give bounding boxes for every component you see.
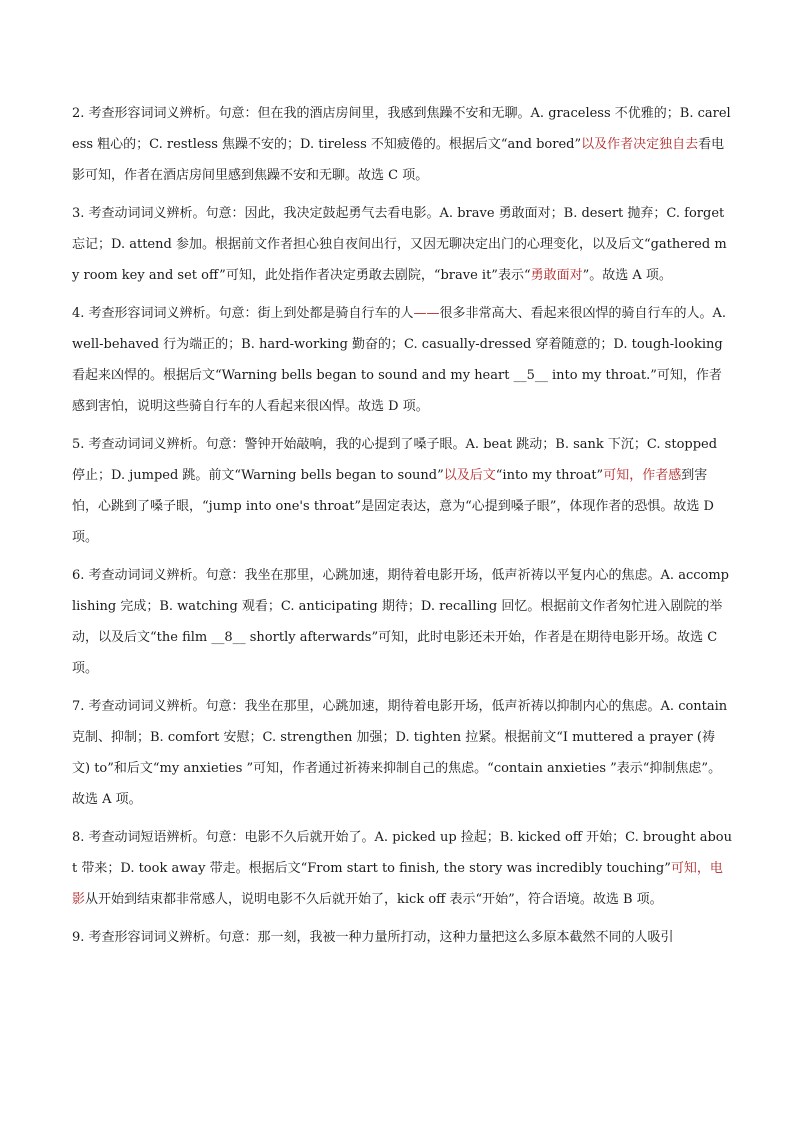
text-segment: 7. 考查动词词义辨析。句意：我坐在那里，心跳加速，期待着电影开场，低声祈祷以抑制内心的焦虑。A. contain 克制、抑制；B. comfort 安慰；C. strengthen 加强；D. tighten 拉紧。根据前文“I muttered a prayer (祷文) to”和后文“my anxieties ”可知，作者通过祈祷来抑制自己的焦虑。“contain anxieties ”表示“抑制焦虑”。故选 A 项。 bbox=[72, 699, 728, 807]
text-segment-highlighted: 勇敢面对 bbox=[530, 268, 583, 283]
text-segment: 8. 考查动词短语辨析。句意：电影不久后就开始了。A. picked up 捡起；B. kicked off 开始；C. brought about 带来；D. took away 带走。根据后文“From start to finish, the story was incredibly touching” bbox=[72, 830, 732, 876]
text-segment: “into my throat” bbox=[495, 468, 604, 483]
text-segment-highlighted: 可知，电影 bbox=[72, 861, 723, 907]
answer-paragraph-7 bbox=[72, 691, 732, 815]
answer-paragraph-3 bbox=[72, 198, 732, 291]
text-segment-highlighted: 以及作者决定独自去 bbox=[581, 137, 699, 152]
answer-paragraph-4 bbox=[72, 298, 732, 422]
text-segment: ”。故选 A 项。 bbox=[582, 268, 672, 283]
answer-paragraph-5 bbox=[72, 429, 732, 553]
answer-paragraph-2 bbox=[72, 98, 732, 191]
text-segment: 很多非常高大、看起来很凶悍的骑自行车的人。A. well-behaved 行为端正的；B. hard-working 勤奋的；C. casually-dressed 穿着随意的；D. tough-looking 看起来凶悍的。根据后文“Warning bells began to sound and my heart __5__ into my throat.”可知，作者感到害怕，说明这些骑自行车的人看起来很凶悍。故选 D 项。 bbox=[72, 306, 727, 414]
answer-paragraph-6 bbox=[72, 560, 732, 684]
text-segment: 看电影可知，作者在酒店房间里感到焦躁不安和无聊。故选 C 项。 bbox=[72, 137, 725, 183]
text-segment: 9. 考查形容词词义辨析。句意：那一刻，我被一种力量所打动，这种力量把这么多原本截然不同的人吸引 bbox=[72, 930, 674, 945]
text-segment-highlighted: 以及后文 bbox=[443, 468, 496, 483]
text-segment-highlighted: —— bbox=[413, 306, 440, 321]
text-segment: 4. 考查形容词词义辨析。句意：街上到处都是骑自行车的人 bbox=[72, 306, 414, 321]
text-segment-highlighted: 可知，作者感 bbox=[603, 468, 682, 483]
text-segment: 到害怕，心跳到了嗓子眼，“jump into one's throat”是固定表达，意为“心提到嗓子眼”，体现作者的恐惧。故选 D 项。 bbox=[72, 468, 714, 545]
text-segment: 从开始到结束都非常感人，说明电影不久后就开始了，kick off 表示“开始”，符合语境。故选 B 项。 bbox=[85, 892, 663, 907]
text-segment: 5. 考查动词词义辨析。句意：警钟开始敲响，我的心提到了嗓子眼。A. beat 跳动；B. sank 下沉；C. stopped 停止；D. jumped 跳。前文“Warning bells began to sound” bbox=[72, 437, 718, 483]
answer-paragraph-9 bbox=[72, 922, 732, 953]
document-page bbox=[72, 98, 732, 960]
text-segment: 3. 考查动词词义辨析。句意：因此，我决定鼓起勇气去看电影。A. brave 勇敢面对；B. desert 抛弃；C. forget 忘记；D. attend 参加。根据前文作者担心独自夜间出行，又因无聊决定出门的心理变化，以及后文“gathered my room key and set off”可知，此处指作者决定勇敢去剧院，“brave it”表示“ bbox=[72, 206, 727, 283]
text-segment: 2. 考查形容词词义辨析。句意：但在我的酒店房间里，我感到焦躁不安和无聊。A. graceless 不优雅的；B. careless 粗心的；C. restless 焦躁不安的；D. tireless 不知疲倦的。根据后文“and bored” bbox=[72, 106, 731, 152]
answer-paragraph-8 bbox=[72, 822, 732, 915]
text-segment: 6. 考查动词词义辨析。句意：我坐在那里，心跳加速，期待着电影开场，低声祈祷以平复内心的焦虑。A. accomplishing 完成；B. watching 观看；C. anticipating 期待；D. recalling 回忆。根据前文作者匆忙进入剧院的举动，以及后文“the film __8__ shortly afterwards”可知，此时电影还未开始，作者是在期待电影开场。故选 C 项。 bbox=[72, 568, 729, 676]
